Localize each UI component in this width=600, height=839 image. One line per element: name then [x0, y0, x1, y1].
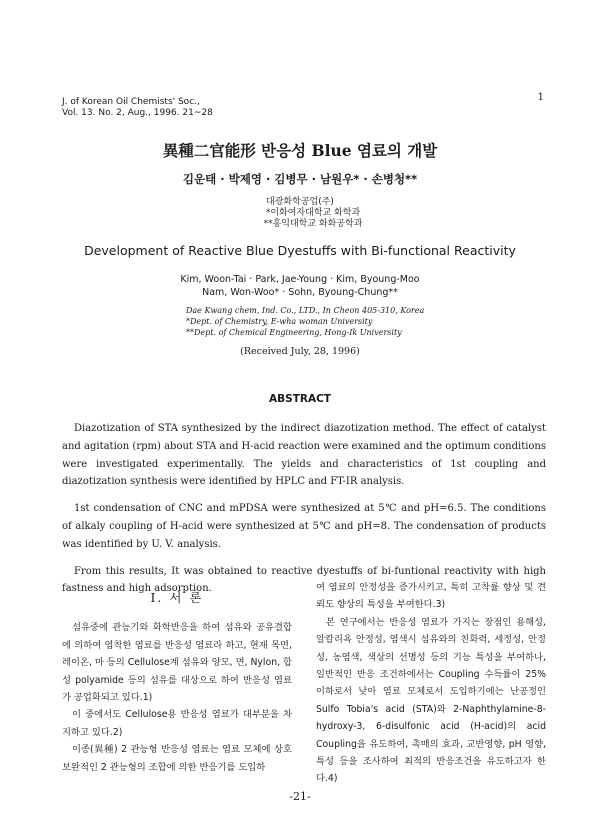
english-affiliation: **Dept. of Chemical Engineering, Hong-Ik University — [186, 328, 402, 337]
english-affiliation: Dae Kwang chem, Ind. Co., LTD., In Cheon 405-310, Korea — [186, 306, 425, 315]
abstract-paragraph: 1st condensation of CNC and mPDSA were synthesized at 5℃ and pH=6.5. The conditions of alkaly coupling of H-acid were synthesized at 5℃ and pH=8. The condensation of products was identified by U. V. analysis. — [62, 503, 546, 550]
english-authors-line-1: Kim, Woon-Tai · Park, Jae-Young · Kim, Byoung-Moo — [180, 274, 420, 285]
english-authors-line-2: Nam, Won-Woo* · Sohn, Byoung-Chung** — [202, 287, 398, 298]
abstract-heading: ABSTRACT — [269, 393, 331, 405]
journal-citation — [62, 97, 213, 119]
abstract-paragraph: From this results, It was obtained to reactive dyestuffs of bi-funtional reactivity with high fastness and high adsorption. — [62, 565, 546, 595]
korean-affiliation: **홍익대학교 화화공학과 — [263, 219, 363, 229]
korean-authors: 김운태 · 박제영 · 김병무 · 남원우* · 손병청** — [182, 172, 418, 186]
body-paragraph: 본 연구에서는 반응성 염료가 가지는 장점인 용해성, 알칼리욕 안정성, 염색시 섬유와의 친화력, 세정성, 안정성, 농염색, 색상의 선명성 등의 기능 특성을 부여하나, 일반적인 반응 조건하에서는 Coupling 수득률이 25% 이하로서 낮아 염료 모체로서 도입하기에는 난공정인 Sulfo Tobia's acid (STA)와 2-Naphthylamine-8-hydroxy-3, 6-disulfonic acid (H-acid)의 acid Coupling을 유도하여, 촉매의 효과, 교반영향, pH 영향, 특성 등을 조사하여 최적의 반응조건을 유도하고자 한다.4) — [316, 616, 546, 785]
korean-title: 異種二官能形 반응성 Blue 염료의 개발 — [162, 141, 438, 160]
english-authors — [0, 273, 600, 299]
korean-affiliation: *이화여자대학교 화학과 — [265, 208, 361, 218]
english-affiliations — [186, 305, 424, 338]
english-title: Development of Reactive Blue Dyestuffs with Bi-functional Reactivity — [84, 243, 516, 258]
page-footer-number: -21- — [289, 790, 311, 803]
received-date: (Received July, 28, 1996) — [240, 346, 360, 357]
page-number: 1 — [537, 92, 544, 103]
journal-line-2: Vol. 13. No. 2, Aug., 1996. 21~28 — [62, 108, 213, 118]
body-paragraph: 이 중에서도 Cellulose용 반응성 염료가 대부분을 차지하고 있다.2) — [62, 709, 292, 738]
korean-affiliation: 대광화학공업(주) — [266, 197, 334, 207]
body-paragraph: 섬유중에 관능기와 화학반응을 하여 섬유와 공유결합에 의하여 염착한 염료를 반응성 염료라 하고, 현재 목면, 레이온, 마 등의 Cellulose계 섬유와 양모, 면, Nylon, 합성 polyamide 등의 섬유를 대상으로 하여 반응성 염료가 공업화되고 있다.1) — [62, 622, 292, 704]
body-right-column — [316, 579, 546, 788]
abstract-paragraph: Diazotization of STA synthesized by the indirect diazotization method. The effect of catalyst and agitation (rpm) about STA and H-acid reaction were examined and the optimum conditions were investigated experimentally. The yields and characteristics of 1st coupling and diazotization synthesis were identified by HPLC and FT-IR analysis. — [62, 423, 546, 488]
body-paragraph: 여 염료의 안정성을 증가시키고, 특히 고착률 향상 및 견뢰도 향상의 특성을 부여한다.3) — [316, 582, 546, 611]
body-paragraph: 이종(異種) 2 관능형 반응성 염료는 염료 모체에 상호 보완적인 2 관능형의 조합에 의한 반응기를 도입하 — [62, 744, 292, 773]
english-affiliation: *Dept. of Chemistry, E-wha woman University — [186, 317, 373, 326]
journal-line-1: J. of Korean Oil Chemists' Soc., — [62, 97, 200, 107]
section-heading: I. 서 론 — [150, 590, 204, 605]
body-left-column — [62, 579, 292, 776]
korean-affiliations — [0, 197, 600, 230]
